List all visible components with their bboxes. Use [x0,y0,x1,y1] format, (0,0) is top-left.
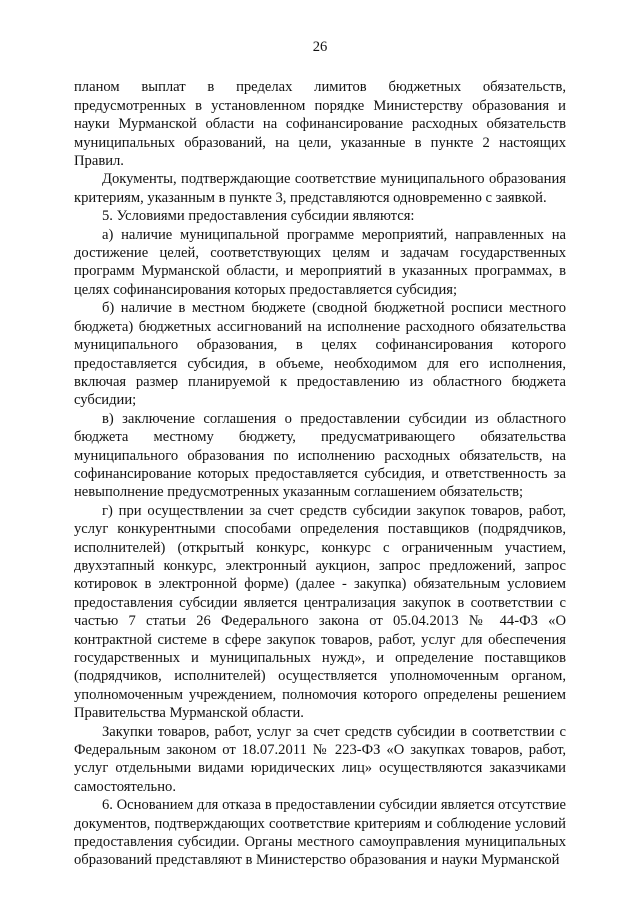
paragraph-condition-v: в) заключение соглашения о предоставлении субсидии из областного бюджета местному бюджету, предусматривающего обязательства муниципального образования по исполнению расходных обязательств, на софинансирование которых предоставляется субсидия, и ответственность за невыполнение предусмотренных указанным соглашением обязательств; [74,410,566,501]
paragraph-condition-a: а) наличие муниципальной программе мероприятий, направленных на достижение целей, соответствующих целям и задачам государственных программ Мурманской области, и мероприятий в указанных программах, в целях софинансирования которых предоставляется субсидия; [74,226,566,298]
paragraph-conditions-heading: 5. Условиями предоставления субсидии являются: [102,208,415,225]
paragraph-condition-b: б) наличие в местном бюджете (сводной бюджетной росписи местного бюджета) бюджетных ассигнований на исполнение расходного обязательства муниципального образования, в целях софинансирования которого предоставляется субсидия, в объеме, необходимом для его исполнения, включая размер планируемой к предоставлению из областного бюджета субсидии; [74,300,566,409]
paragraph-condition-g: г) при осуществлении за счет средств субсидии закупок товаров, работ, услуг конкурентными способами определения поставщиков (подрядчиков, исполнителей) (открытый конкурс, конкурс с ограниченным участием, двухэтапный конкурс, электронный аукцион, запрос предложений, запрос котировок в электронной форме) (далее - закупка) обязательным условием предоставления субсидии является централизация закупок в соответствии с частью 7 статьи 26 Федерального закона от 05.04.2013 № 44-ФЗ «О контрактной системе в сфере закупок товаров, работ, услуг для обеспечения государственных и муниципальных нужд», и определение поставщиков (подрядчиков, исполнителей) осуществляется уполномоченным органом, уполномоченным учреждением, полномочия которого определены решением Правительства Мурманской области. [74,502,566,722]
paragraph-procurement: Закупки товаров, работ, услуг за счет средств субсидии в соответствии с Федеральным законом от 18.07.2011 № 223-ФЗ «О закупках товаров, работ, услуг отдельными видами юридических лиц» осуществляются заказчиками самостоятельно. [74,723,566,795]
paragraph-documents: Документы, подтверждающие соответствие муниципального образования критериям, указанным в пункте 3, представляются одновременно с заявкой. [74,171,566,206]
page-number: 26 [312,39,328,55]
paragraph-refusal-grounds: 6. Основанием для отказа в предоставлении субсидии является отсутствие документов, подтверждающих соответствие критериям и соблюдение условий предоставления субсидии. Органы местного самоуправления муниципальных образований представляют в Министерство образования и науки Мурманской [74,797,566,869]
paragraph-continuation: планом выплат в пределах лимитов бюджетных обязательств, предусмотренных в установленном порядке Министерству образования и науки Мурманской области на софинансирование расходных обязательств муниципальных образований, на цели, указанные в пункте 2 настоящих Правил. [74,79,566,170]
